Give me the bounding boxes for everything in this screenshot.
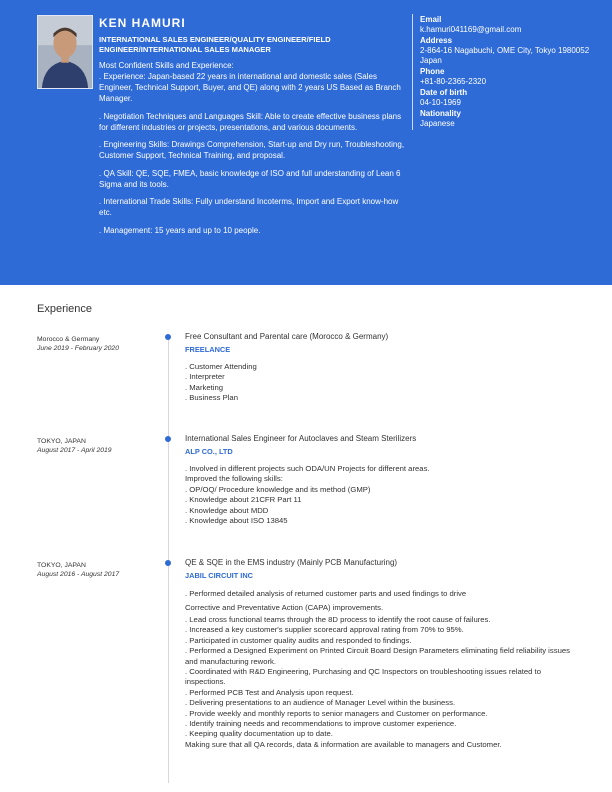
desc-line: Making sure that all QA records, data & information are available to managers and Customer. [185,739,502,749]
address-value: 2-864-16 Nagabuchi, OME City, Tokyo 1980052 Japan [420,46,590,65]
timeline-dot [165,436,171,442]
summary-line: . QA Skill: QE, SQE, FMEA, basic knowledge of ISO and full understanding of Lean 6 Sigma and its tools. [99,168,401,189]
desc-line: . Customer Attending [185,362,257,371]
desc-line: . Coordinated with R&D Engineering, Purchasing and QC Inspectors on troubleshooting issues related to inspections. [185,667,541,687]
candidate-name: KEN HAMURI [99,16,186,30]
desc-line: . Provide weekly and monthly reports to senior managers and Customer on performance. [185,708,488,718]
entry-description [185,587,580,750]
desc-line: Improved the following skills: [185,474,283,484]
entry-company: JABIL CIRCUIT INC [185,571,254,580]
desc-line: . Delivering presentations to an audience of Manager Level within the business. [185,698,456,708]
entry-description [185,464,580,526]
summary-line: . International Trade Skills: Fully understand Incoterms, Import and Export know-how etc. [99,197,399,217]
summary-line: . Engineering Skills: Drawings Comprehension, Start-up and Dry run, Troubleshooting, Customer Support, Technical Training, and proposal. [99,140,405,160]
desc-line: Corrective and Preventative Action (CAPA) improvements. [185,603,384,612]
entry-title: International Sales Engineer for Autoclaves and Steam Sterilizers [185,434,417,443]
timeline-line [168,335,169,783]
entry-location: TOKYO, JAPAN [37,438,86,445]
desc-line: . Participated in customer quality audits and responded to findings. [185,635,412,645]
profile-header [0,0,612,285]
profile-photo [37,15,93,89]
desc-line: . Involved in different projects such ODA/UN Projects for different areas. [185,464,430,473]
desc-line: . Performed a Designed Experiment on Printed Circuit Board Design Parameters eliminating field reliability issues and manufacturing rework. [185,646,570,666]
desc-line: . Knowledge about MDD [185,505,269,515]
skills-summary [99,60,409,242]
desc-line: . Knowledge about 21CFR Part 11 [185,495,302,505]
timeline-dot [165,334,171,340]
summary-line: . Management: 15 years and up to 10 people. [99,225,261,235]
entry-dates: August 2017 - April 2019 [37,447,112,454]
entry-location: TOKYO, JAPAN [37,562,86,569]
phone-label: Phone [420,67,445,76]
nationality-label: Nationality [420,109,461,118]
timeline-dot [165,560,171,566]
nationality-value: Japanese [420,119,455,128]
experience-heading: Experience [37,303,93,315]
summary-line: . Experience: Japan-based 22 years in international and domestic sales (Sales Engineer, Technical Support, Buyer, and QE) along with 2 years US Based as Branch Manager. [99,72,401,103]
desc-line: . OP/OQ/ Procedure knowledge and its method (GMP) [185,484,371,494]
desc-line: . Business Plan [185,393,238,403]
desc-line: . Increased a key customer's supplier scorecard approval rating from 70% to 95%. [185,625,464,635]
desc-line: . Knowledge about ISO 13845 [185,516,288,526]
email-label: Email [420,15,442,24]
contact-info [420,15,600,130]
desc-line: . Interpreter [185,372,225,382]
summary-line: . Negotiation Techniques and Languages Skill: Able to create effective business plans for different industries or projects, presentations, and various documents. [99,111,402,132]
entry-title: Free Consultant and Parental care (Morocco & Germany) [185,332,389,341]
entry-title: QE & SQE in the EMS industry (Mainly PCB Manufacturing) [185,558,398,567]
desc-line: . Keeping quality documentation up to date. [185,729,333,739]
email-value[interactable]: k.hamuri041169@gmail.com [420,25,522,34]
dob-label: Date of birth [420,88,468,97]
entry-dates: August 2016 - August 2017 [37,571,120,578]
header-divider [412,14,413,130]
phone-value[interactable]: +81-80-2365-2320 [420,77,487,86]
entry-location: Morocco & Germany [37,336,100,343]
candidate-role: INTERNATIONAL SALES ENGINEER/QUALITY ENGINEER/FIELD ENGINEER/INTERNATIONAL SALES MANAGER [99,35,331,54]
entry-dates: June 2019 - February 2020 [37,345,119,352]
desc-line: . Identify training needs and recommendations to improve customer experience. [185,719,457,729]
entry-company: FREELANCE [185,345,231,354]
entry-company: ALP CO., LTD [185,447,233,456]
summary-line: Most Confident Skills and Experience: [99,61,234,70]
desc-line: . Performed PCB Test and Analysis upon request. [185,687,354,697]
entry-description [185,362,580,404]
dob-value: 04-10-1969 [420,98,461,107]
desc-line: . Marketing [185,382,224,392]
desc-line: . Lead cross functional teams through the 8D process to identify the root cause of failures. [185,615,491,624]
desc-line: . Performed detailed analysis of returned customer parts and used findings to drive [185,589,467,598]
address-label: Address [420,36,453,45]
